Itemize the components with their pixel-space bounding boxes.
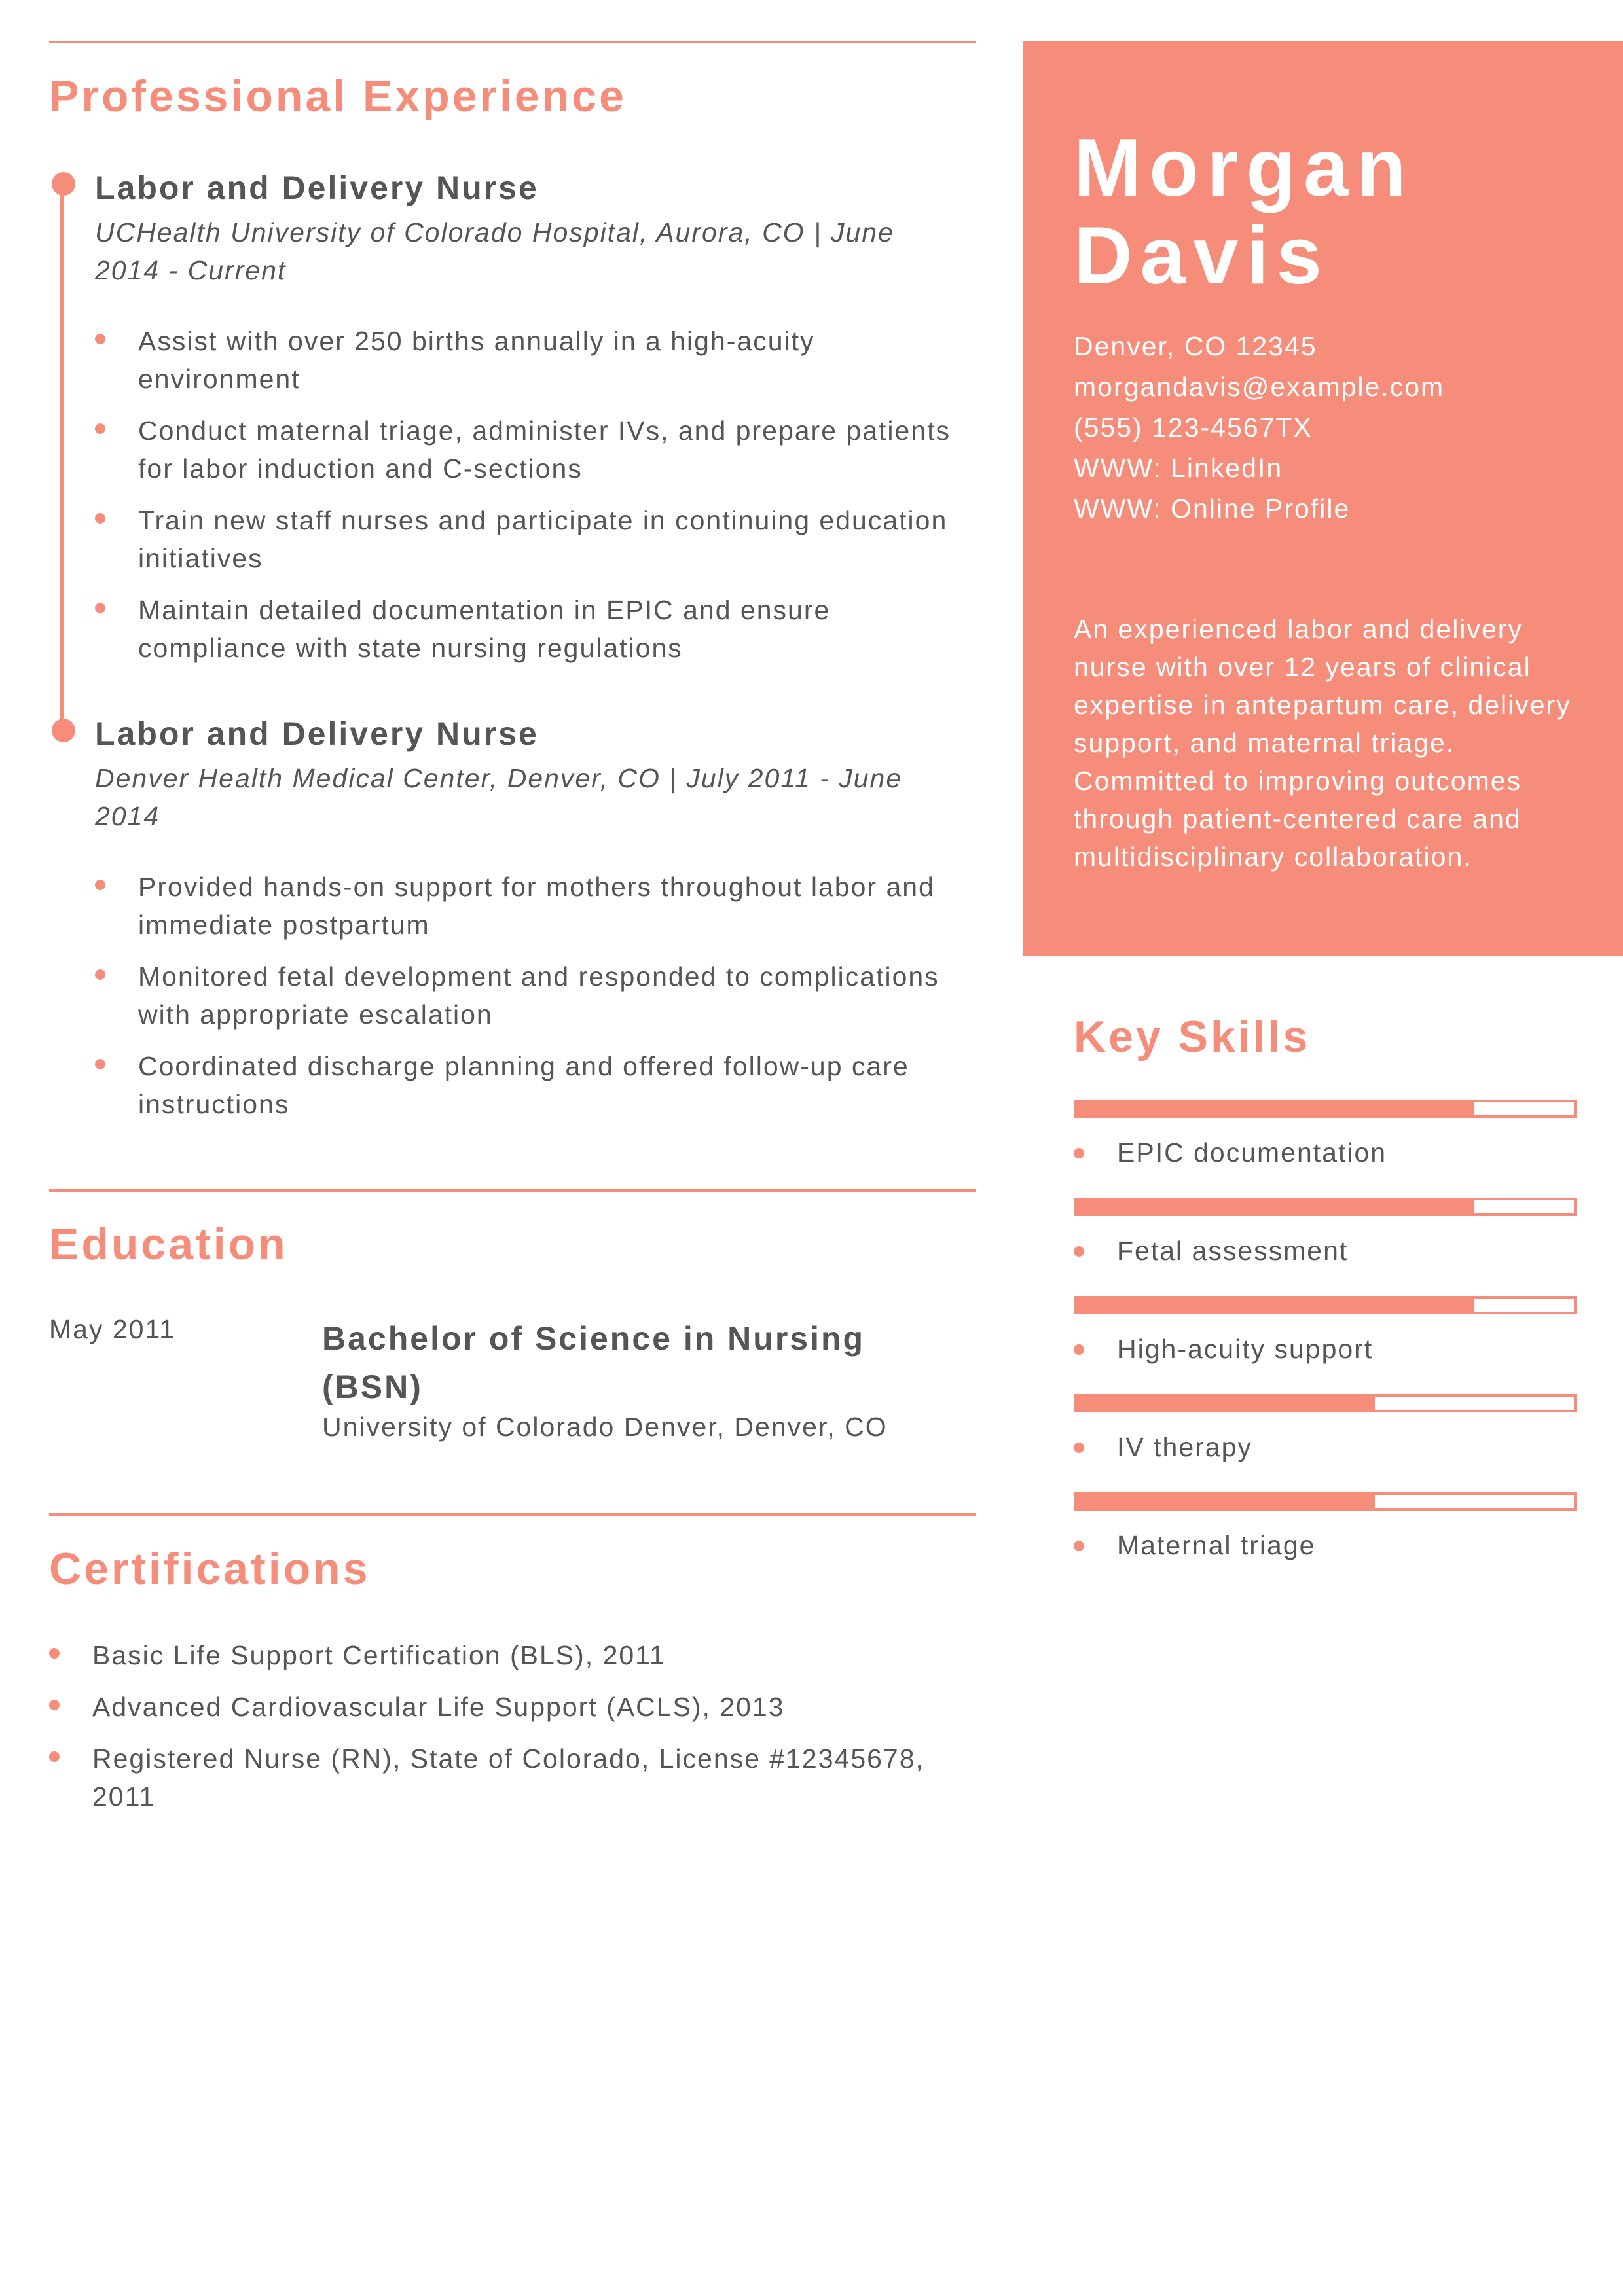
- skill-level-bar: [1074, 1296, 1577, 1314]
- bullet-icon: [95, 1059, 105, 1069]
- bullet-icon: [95, 513, 105, 524]
- job-title: Labor and Delivery Nurse: [95, 715, 539, 752]
- bullet-icon: [1074, 1443, 1084, 1453]
- bullet-icon: [49, 1700, 60, 1710]
- section-divider: [49, 1189, 976, 1192]
- skill-level-bar: [1074, 1198, 1577, 1216]
- contact-phone: (555) 123-4567TX: [1074, 412, 1313, 442]
- job-bullets: [95, 322, 959, 681]
- list-item: Maintain detailed documentation in EPIC and ensure compliance with state nursing regulations: [95, 591, 959, 667]
- bullet-icon: [1074, 1148, 1084, 1158]
- skill-item: [1074, 1100, 1577, 1168]
- skill-label: Maternal triage: [1074, 1530, 1577, 1561]
- job-title: Labor and Delivery Nurse: [95, 170, 539, 206]
- bullet-icon: [95, 969, 105, 980]
- bullet-icon: [95, 880, 105, 890]
- job-meta: UCHealth University of Colorado Hospital, Aurora, CO | June 2014 - Current: [95, 217, 894, 285]
- education-school: University of Colorado Denver, Denver, CO: [322, 1412, 888, 1442]
- certification-list: [49, 1636, 976, 1829]
- list-item: Monitored fetal development and responded to complications with appropriate escalation: [95, 958, 959, 1033]
- bullet-icon: [95, 423, 105, 434]
- timeline-dot: [52, 172, 75, 196]
- skill-level-bar: [1074, 1100, 1577, 1118]
- profile-summary: An experienced labor and delivery nurse with over 12 years of clinical expertise in antepartum care, delivery support, and maternal triage. Committed to improving outcomes through patient-centered care and multidisciplinary collaboration.: [1074, 614, 1571, 872]
- timeline-dot: [52, 719, 75, 742]
- bullet-icon: [49, 1648, 60, 1659]
- list-item: Conduct maternal triage, administer IVs, and prepare patients for labor induction and C-sections: [95, 412, 959, 488]
- skill-label: Fetal assessment: [1074, 1236, 1577, 1266]
- bullet-icon: [95, 334, 105, 344]
- list-item: Basic Life Support Certification (BLS), 2011: [49, 1636, 976, 1674]
- skill-item: [1074, 1198, 1577, 1266]
- education-degree: Bachelor of Science in Nursing (BSN): [322, 1320, 866, 1405]
- skill-level-fill: [1076, 1200, 1474, 1213]
- contact-linkedin-link[interactable]: WWW: LinkedIn: [1074, 453, 1283, 483]
- contact-info: [1074, 326, 1444, 529]
- education-date: May 2011: [49, 1314, 176, 1344]
- job-meta: Denver Health Medical Center, Denver, CO | July 2011 - June 2014: [95, 763, 903, 831]
- bullet-icon: [1074, 1246, 1084, 1257]
- skill-item: [1074, 1492, 1577, 1561]
- list-item: Advanced Cardiovascular Life Support (ACLS), 2013: [49, 1688, 976, 1726]
- bullet-icon: [1074, 1541, 1084, 1551]
- skill-level-bar: [1074, 1394, 1577, 1412]
- skill-label: EPIC documentation: [1074, 1138, 1577, 1168]
- list-item: Assist with over 250 births annually in a high-acuity environment: [95, 322, 959, 398]
- skill-level-fill: [1076, 1299, 1474, 1312]
- skill-label: IV therapy: [1074, 1432, 1577, 1463]
- list-item: Registered Nurse (RN), State of Colorado, License #12345678, 2011: [49, 1740, 976, 1816]
- job-bullets: [95, 868, 959, 1137]
- skill-item: [1074, 1394, 1577, 1463]
- list-item: Train new staff nurses and participate in continuing education initiatives: [95, 501, 959, 577]
- last-name: Davis: [1074, 211, 1330, 301]
- skill-item: [1074, 1296, 1577, 1365]
- section-title-education: Education: [49, 1219, 288, 1269]
- section-title-skills: Key Skills: [1074, 1012, 1311, 1062]
- first-name: Morgan: [1074, 123, 1414, 213]
- section-divider: [49, 41, 976, 43]
- list-item: Provided hands-on support for mothers throughout labor and immediate postpartum: [95, 868, 959, 944]
- bullet-icon: [95, 603, 105, 613]
- candidate-name: [1074, 124, 1414, 300]
- profile-panel: [1023, 41, 1623, 956]
- contact-website-link[interactable]: WWW: Online Profile: [1074, 493, 1351, 524]
- section-title-certifications: Certifications: [49, 1544, 371, 1594]
- skill-level-fill: [1076, 1102, 1474, 1115]
- contact-email[interactable]: morgandavis@example.com: [1074, 372, 1445, 402]
- contact-location: Denver, CO 12345: [1074, 331, 1317, 361]
- section-title-experience: Professional Experience: [49, 71, 627, 121]
- list-item: Coordinated discharge planning and offered follow-up care instructions: [95, 1047, 959, 1123]
- skill-level-fill: [1076, 1397, 1375, 1410]
- skill-label: High-acuity support: [1074, 1334, 1577, 1365]
- bullet-icon: [1074, 1344, 1084, 1355]
- skill-level-bar: [1074, 1492, 1577, 1511]
- skill-level-fill: [1076, 1495, 1375, 1508]
- section-divider: [49, 1513, 976, 1516]
- bullet-icon: [49, 1751, 60, 1762]
- timeline-line: [60, 182, 64, 732]
